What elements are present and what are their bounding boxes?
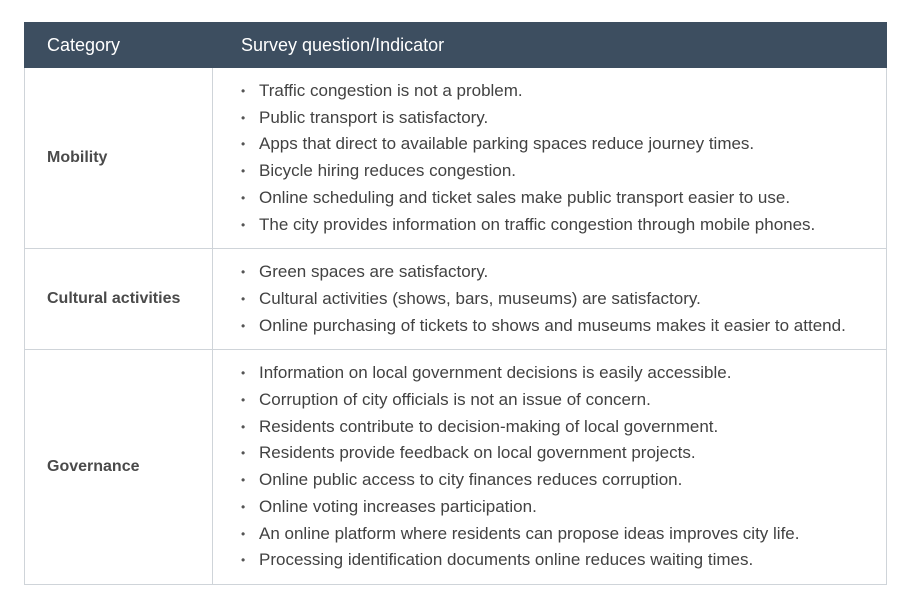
list-item: • Residents provide feedback on local government projects. — [241, 440, 878, 467]
list-item: • Residents contribute to decision-making of local government. — [241, 414, 878, 441]
category-cell: Governance — [25, 350, 213, 585]
list-item: • Green spaces are satisfactory. — [241, 259, 878, 286]
list-item: • Public transport is satisfactory. — [241, 105, 878, 132]
table-row-mobility — [25, 68, 887, 249]
list-item: • Corruption of city officials is not an issue of concern. — [241, 387, 878, 414]
indicator-cell — [213, 350, 887, 585]
list-item: • Apps that direct to available parking spaces reduce journey times. — [241, 131, 878, 158]
survey-indicator-table — [24, 22, 887, 585]
table-row-cultural-activities — [25, 249, 887, 350]
list-item: • Online purchasing of tickets to shows and museums makes it easier to attend. — [241, 313, 878, 340]
list-item: • Traffic congestion is not a problem. — [241, 78, 878, 105]
list-item: • Processing identification documents online reduces waiting times. — [241, 547, 878, 574]
list-item: • Information on local government decisions is easily accessible. — [241, 360, 878, 387]
category-column-header: Category — [25, 23, 213, 68]
category-cell: Cultural activities — [25, 249, 213, 350]
list-item: • Cultural activities (shows, bars, museums) are satisfactory. — [241, 286, 878, 313]
list-item: • The city provides information on traffic congestion through mobile phones. — [241, 212, 878, 239]
list-item: • Bicycle hiring reduces congestion. — [241, 158, 878, 185]
table-header — [25, 23, 887, 68]
indicator-column-header: Survey question/Indicator — [213, 23, 887, 68]
list-item: • Online voting increases participation. — [241, 494, 878, 521]
category-cell: Mobility — [25, 68, 213, 249]
indicator-cell — [213, 68, 887, 249]
table-body — [25, 68, 887, 585]
list-item: • Online scheduling and ticket sales make public transport easier to use. — [241, 185, 878, 212]
indicator-list — [241, 259, 878, 339]
indicator-list — [241, 360, 878, 574]
indicator-cell — [213, 249, 887, 350]
list-item: • Online public access to city finances reduces corruption. — [241, 467, 878, 494]
list-item: • An online platform where residents can propose ideas improves city life. — [241, 521, 878, 548]
header-row — [25, 23, 887, 68]
indicator-list — [241, 78, 878, 238]
table-row-governance — [25, 350, 887, 585]
